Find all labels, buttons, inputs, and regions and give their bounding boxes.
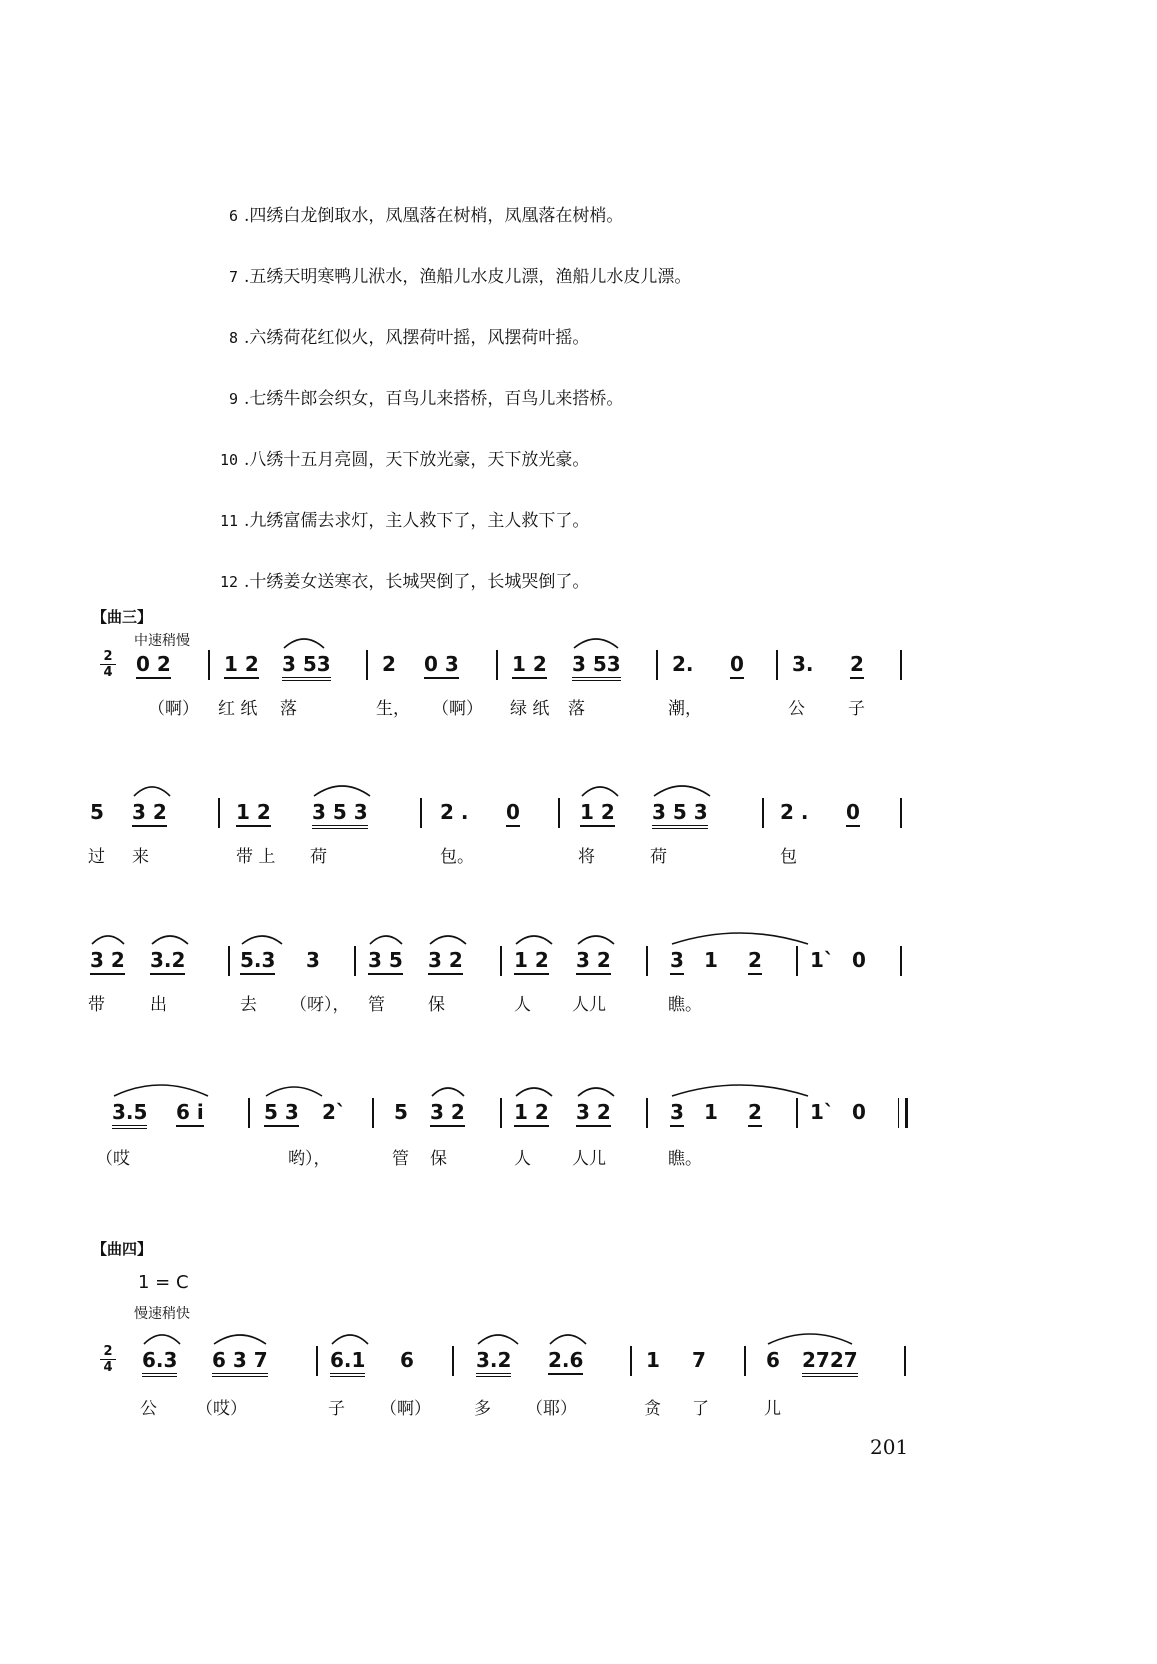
slur (284, 639, 324, 648)
barline (630, 1346, 632, 1376)
note-group: 3 53 (572, 652, 621, 681)
verse-number: 8 (228, 329, 238, 347)
barline (900, 946, 902, 976)
note-group: 3 2 (430, 1100, 465, 1127)
lyric: 人儿 (572, 1149, 606, 1169)
note-group: 1 (646, 1348, 660, 1372)
lyric: 将 (578, 847, 595, 867)
barline (316, 1346, 318, 1376)
note-group: 3 (670, 1100, 684, 1127)
time-signature-top: 2 (103, 649, 113, 664)
final-barline (898, 1098, 908, 1128)
slur (242, 936, 282, 944)
barline (208, 650, 210, 680)
verse-line: 6 .四绣白龙倒取水，凤凰落在树梢，凤凰落在树梢。 (190, 186, 691, 247)
tempo-marking: 慢速稍快 (134, 1306, 190, 1322)
slur (144, 1335, 180, 1344)
barline (900, 798, 902, 828)
barline (452, 1346, 454, 1376)
note-group: 6 (766, 1348, 780, 1372)
lyric: （啊） (432, 699, 483, 719)
note-group: 3 5 3 (652, 800, 708, 829)
barline (656, 650, 658, 680)
verse-line: 12 .十绣姜女送寒衣，长城哭倒了，长城哭倒了。 (190, 552, 691, 613)
lyric: 哟）， (288, 1149, 331, 1169)
lyric: 过 (88, 847, 105, 867)
page-number: 201 (870, 1435, 909, 1459)
lyric: （啊） (148, 699, 199, 719)
verse-text: 八绣十五月亮圆，天下放光豪，天下放光豪。 (249, 450, 590, 470)
barline (776, 650, 778, 680)
slur (768, 1334, 852, 1344)
time-signature-bottom: 4 (103, 1360, 113, 1375)
lyric: 公 (788, 699, 805, 719)
lyric: （呀）， (290, 995, 350, 1015)
slur (578, 936, 614, 944)
lyric: 多 (474, 1399, 491, 1419)
note-group: 0 3 (424, 652, 459, 679)
lyric: 包。 (440, 847, 474, 867)
note-group: 5 3 (264, 1100, 299, 1127)
note-group: 3. (792, 652, 814, 676)
verse-number: 9 (228, 390, 238, 408)
note-group: 1 2 (580, 800, 615, 827)
verse-text: 九绣富儒去求灯，主人救下了，主人救下了。 (249, 511, 590, 531)
barline (248, 1098, 250, 1128)
verse-number: 10 (219, 451, 238, 469)
verse-line: 11 .九绣富儒去求灯，主人救下了，主人救下了。 (190, 491, 691, 552)
verse-number: 7 (228, 268, 238, 286)
note-group: 2` (322, 1100, 346, 1124)
slur (114, 1085, 208, 1096)
note-group: 3 2 (90, 948, 125, 975)
note-group: 1 (704, 948, 718, 972)
note-group: 6.1 (330, 1348, 365, 1377)
note-group: 1 (704, 1100, 718, 1124)
verse-line: 9 .七绣牛郎会织女，百鸟儿来搭桥，百鸟儿来搭桥。 (190, 369, 691, 430)
note-group: 1 2 (514, 1100, 549, 1127)
note-group: 3.2 (150, 948, 185, 975)
note-group: 2 (382, 652, 396, 676)
lyric: 人儿 (572, 995, 606, 1015)
slur (516, 1088, 552, 1096)
barline (366, 650, 368, 680)
lyric: （啊） (380, 1399, 431, 1419)
barline (420, 798, 422, 828)
slur (214, 1335, 266, 1344)
lyric: 落 (280, 699, 297, 719)
lyric: 管 (368, 995, 385, 1015)
note-group: 1` (810, 948, 834, 972)
slur (672, 1085, 808, 1096)
slur (574, 639, 618, 648)
key-signature: 1 = C (138, 1272, 189, 1293)
note-group: 1 2 (512, 652, 547, 679)
note-group: 3 53 (282, 652, 331, 681)
lyric: （哎 (96, 1149, 130, 1169)
verse-text: 五绣天明寒鸭儿洑水，渔船儿水皮儿漂，渔船儿水皮儿漂。 (249, 267, 692, 287)
note-group: 0 (730, 652, 744, 679)
barline (218, 798, 220, 828)
slur (654, 786, 710, 796)
note-group: 3 5 (368, 948, 403, 975)
note-group: 5.3 (240, 948, 275, 975)
note-group: 2 . (780, 800, 809, 824)
lyric: 去 (240, 995, 257, 1015)
note-group: 3 (306, 948, 320, 972)
lyric: 瞧。 (668, 1149, 702, 1169)
note-group: 0 2 (136, 652, 171, 679)
note-group: 3 2 (576, 1100, 611, 1127)
lyric: 带 上 (236, 847, 276, 867)
note-group: 0 (506, 800, 520, 827)
slur (92, 936, 124, 944)
note-group: 3.5 (112, 1100, 147, 1129)
barline (354, 946, 356, 976)
verse-number: 11 (219, 512, 238, 530)
verse-line: 7 .五绣天明寒鸭儿洑水，渔船儿水皮儿漂，渔船儿水皮儿漂。 (190, 247, 691, 308)
tempo-marking: 中速稍慢 (134, 633, 190, 649)
note-group: 7 (692, 1348, 706, 1372)
note-group: 1` (810, 1100, 834, 1124)
lyric: 公 (140, 1399, 157, 1419)
note-group: 6.3 (142, 1348, 177, 1377)
slur (332, 1335, 368, 1344)
verse-list (190, 186, 691, 613)
note-group: 2 . (440, 800, 469, 824)
note-group: 6 i (176, 1100, 204, 1127)
slur (672, 933, 808, 944)
note-group: 6 3 7 (212, 1348, 268, 1377)
slur (314, 786, 370, 796)
slur (370, 936, 402, 944)
barline (646, 1098, 648, 1128)
section-label-qu3: 【曲三】 (92, 608, 153, 626)
verse-text: 七绣牛郎会织女，百鸟儿来搭桥，百鸟儿来搭桥。 (249, 389, 624, 409)
note-group: 5 (90, 800, 104, 824)
verse-line: 8 .六绣荷花红似火，风摆荷叶摇，风摆荷叶摇。 (190, 308, 691, 369)
verse-text: 六绣荷花红似火，风摆荷叶摇，风摆荷叶摇。 (249, 328, 590, 348)
barline (496, 650, 498, 680)
lyric: 人 (514, 995, 531, 1015)
note-group: 2. (672, 652, 694, 676)
note-group: 1 2 (236, 800, 271, 827)
lyric: 绿 纸 (510, 699, 550, 719)
note-group: 5 (394, 1100, 408, 1124)
lyric: 包 (780, 847, 797, 867)
slur (430, 936, 466, 944)
lyric: 瞧。 (668, 995, 702, 1015)
note-group: 3 2 (576, 948, 611, 975)
lyric: 出 (150, 995, 167, 1015)
barline (500, 1098, 502, 1128)
note-group: 0 (852, 948, 866, 972)
slur (478, 1335, 518, 1344)
barline (904, 1346, 906, 1376)
lyric: 了 (692, 1399, 709, 1419)
note-group: 0 (852, 1100, 866, 1124)
lyric: 生， (376, 699, 410, 719)
lyric: 子 (328, 1399, 345, 1419)
lyric: 人 (514, 1149, 531, 1169)
lyric: 落 (568, 699, 585, 719)
verse-text: 四绣白龙倒取水，凤凰落在树梢，凤凰落在树梢。 (249, 206, 624, 226)
note-group: 2 (850, 652, 864, 679)
verse-text: 十绣姜女送寒衣，长城哭倒了，长城哭倒了。 (249, 572, 590, 592)
section-label-qu4: 【曲四】 (92, 1240, 153, 1258)
barline (372, 1098, 374, 1128)
slur (152, 936, 188, 944)
note-group: 2 (748, 948, 762, 975)
lyric: （耶） (526, 1399, 577, 1419)
note-group: 3 5 3 (312, 800, 368, 829)
note-group: 1 2 (224, 652, 259, 679)
note-group: 0 (846, 800, 860, 827)
lyric: 保 (428, 995, 445, 1015)
lyric: 荷 (310, 847, 327, 867)
note-group: 6 (400, 1348, 414, 1372)
lyric: 来 (132, 847, 149, 867)
lyric: 带 (88, 995, 105, 1015)
barline (744, 1346, 746, 1376)
slur (516, 936, 552, 944)
time-signature (100, 650, 116, 679)
barline (762, 798, 764, 828)
slur (432, 1088, 464, 1096)
time-signature-bottom: 4 (103, 665, 113, 680)
note-group: 3 2 (132, 800, 167, 827)
verse-number: 12 (219, 573, 238, 591)
barline (500, 946, 502, 976)
note-group: 2 (748, 1100, 762, 1127)
lyric: （哎） (196, 1399, 247, 1419)
barline (228, 946, 230, 976)
note-group: 3.2 (476, 1348, 511, 1377)
lyric: 贪 (644, 1399, 661, 1419)
slur (550, 1335, 586, 1344)
lyric: 潮， (668, 699, 702, 719)
lyric: 荷 (650, 847, 667, 867)
note-group: 2727 (802, 1348, 858, 1377)
time-signature (100, 1345, 116, 1374)
note-group: 2.6 (548, 1348, 583, 1375)
verse-line: 10 .八绣十五月亮圆，天下放光豪，天下放光豪。 (190, 430, 691, 491)
barline (900, 650, 902, 680)
lyric: 红 纸 (218, 699, 258, 719)
slur (578, 1088, 614, 1096)
barline (796, 946, 798, 976)
note-group: 1 2 (514, 948, 549, 975)
barline (558, 798, 560, 828)
note-group: 3 2 (428, 948, 463, 975)
time-signature-top: 2 (103, 1344, 113, 1359)
barline (646, 946, 648, 976)
slur (582, 787, 618, 796)
verse-number: 6 (228, 207, 238, 225)
lyric: 子 (848, 699, 865, 719)
barline (796, 1098, 798, 1128)
lyric: 管 (392, 1149, 409, 1169)
lyric: 保 (430, 1149, 447, 1169)
slur (266, 1087, 322, 1096)
lyric: 儿 (764, 1399, 781, 1419)
slur (134, 787, 170, 796)
note-group: 3 (670, 948, 684, 975)
